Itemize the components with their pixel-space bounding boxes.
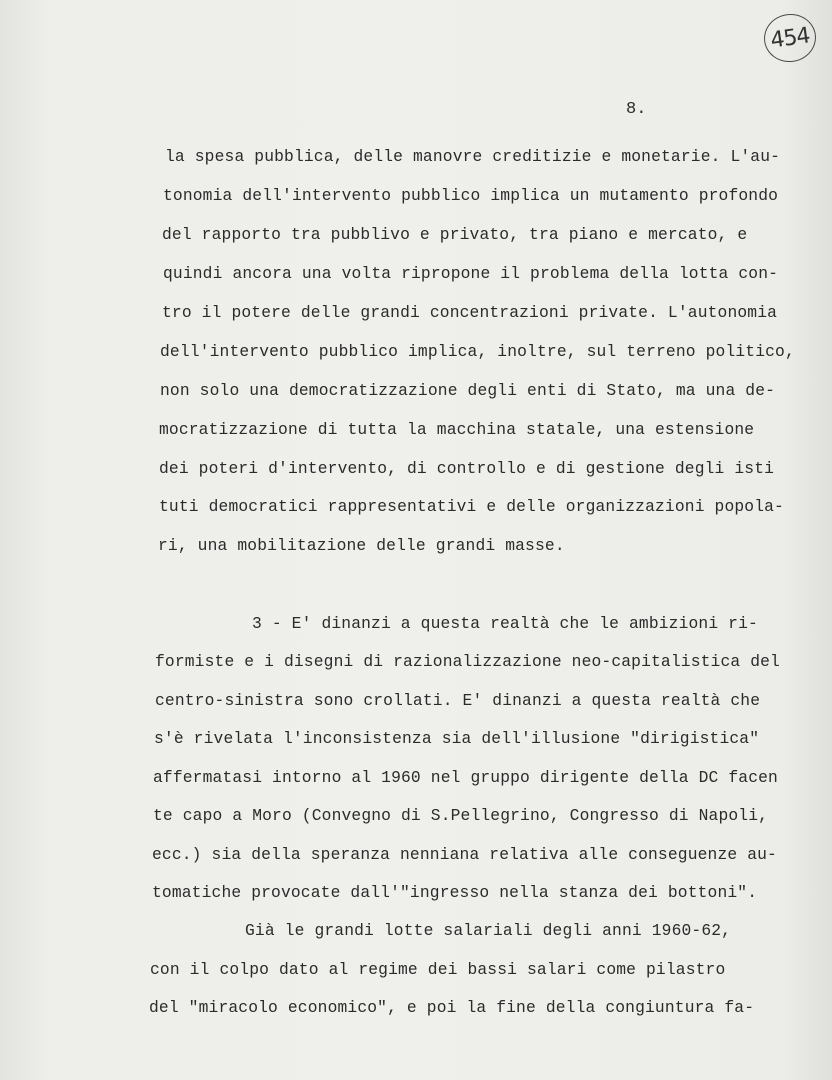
text-line: ecc.) sia della speranza nenniana relativa alle conseguenze au-: [152, 845, 777, 864]
text-line: dei poteri d'intervento, di controllo e di gestione degli isti: [159, 459, 775, 478]
page-number: 8.: [626, 100, 647, 119]
text-line: del "miracolo economico", e poi la fine della congiuntura fa-: [149, 998, 755, 1017]
text-line: 3 - E' dinanzi a questa realtà che le ambizioni ri-: [252, 614, 758, 633]
text-line: tomatiche provocate dall'"ingresso nella stanza dei bottoni".: [152, 883, 758, 902]
text-line: affermatasi intorno al 1960 nel gruppo dirigente della DC facen: [153, 768, 778, 787]
text-line: quindi ancora una volta ripropone il problema della lotta con-: [163, 264, 779, 283]
text-line: formiste e i disegni di razionalizzazione neo-capitalistica del: [155, 652, 780, 671]
text-line: tonomia dell'intervento pubblico implica un mutamento profondo: [163, 186, 779, 205]
text-line: dell'intervento pubblico implica, inoltre, sul terreno politico,: [160, 342, 795, 361]
text-line: mocratizzazione di tutta la macchina statale, una estensione: [159, 420, 755, 439]
text-line: centro-sinistra sono crollati. E' dinanzi a questa realtà che: [155, 691, 761, 710]
page-stamp: 454: [761, 11, 819, 66]
text-line: te capo a Moro (Convegno di S.Pellegrino, Congresso di Napoli,: [153, 806, 769, 825]
text-line: del rapporto tra pubblivo e privato, tra piano e mercato, e: [162, 225, 748, 244]
text-line: con il colpo dato al regime dei bassi salari come pilastro: [150, 960, 726, 979]
text-line: la spesa pubblica, delle manovre creditizie e monetarie. L'au-: [165, 147, 781, 166]
text-line: tuti democratici rappresentativi e delle organizzazioni popola-: [159, 497, 784, 516]
text-line: tro il potere delle grandi concentrazioni private. L'autonomia: [162, 303, 778, 322]
text-line: Già le grandi lotte salariali degli anni 1960-62,: [245, 921, 732, 940]
text-line: ri, una mobilitazione delle grandi masse.: [158, 536, 565, 555]
text-line: s'è rivelata l'inconsistenza sia dell'illusione "dirigistica": [154, 729, 760, 748]
text-line: non solo una democratizzazione degli enti di Stato, ma una de-: [160, 381, 776, 400]
